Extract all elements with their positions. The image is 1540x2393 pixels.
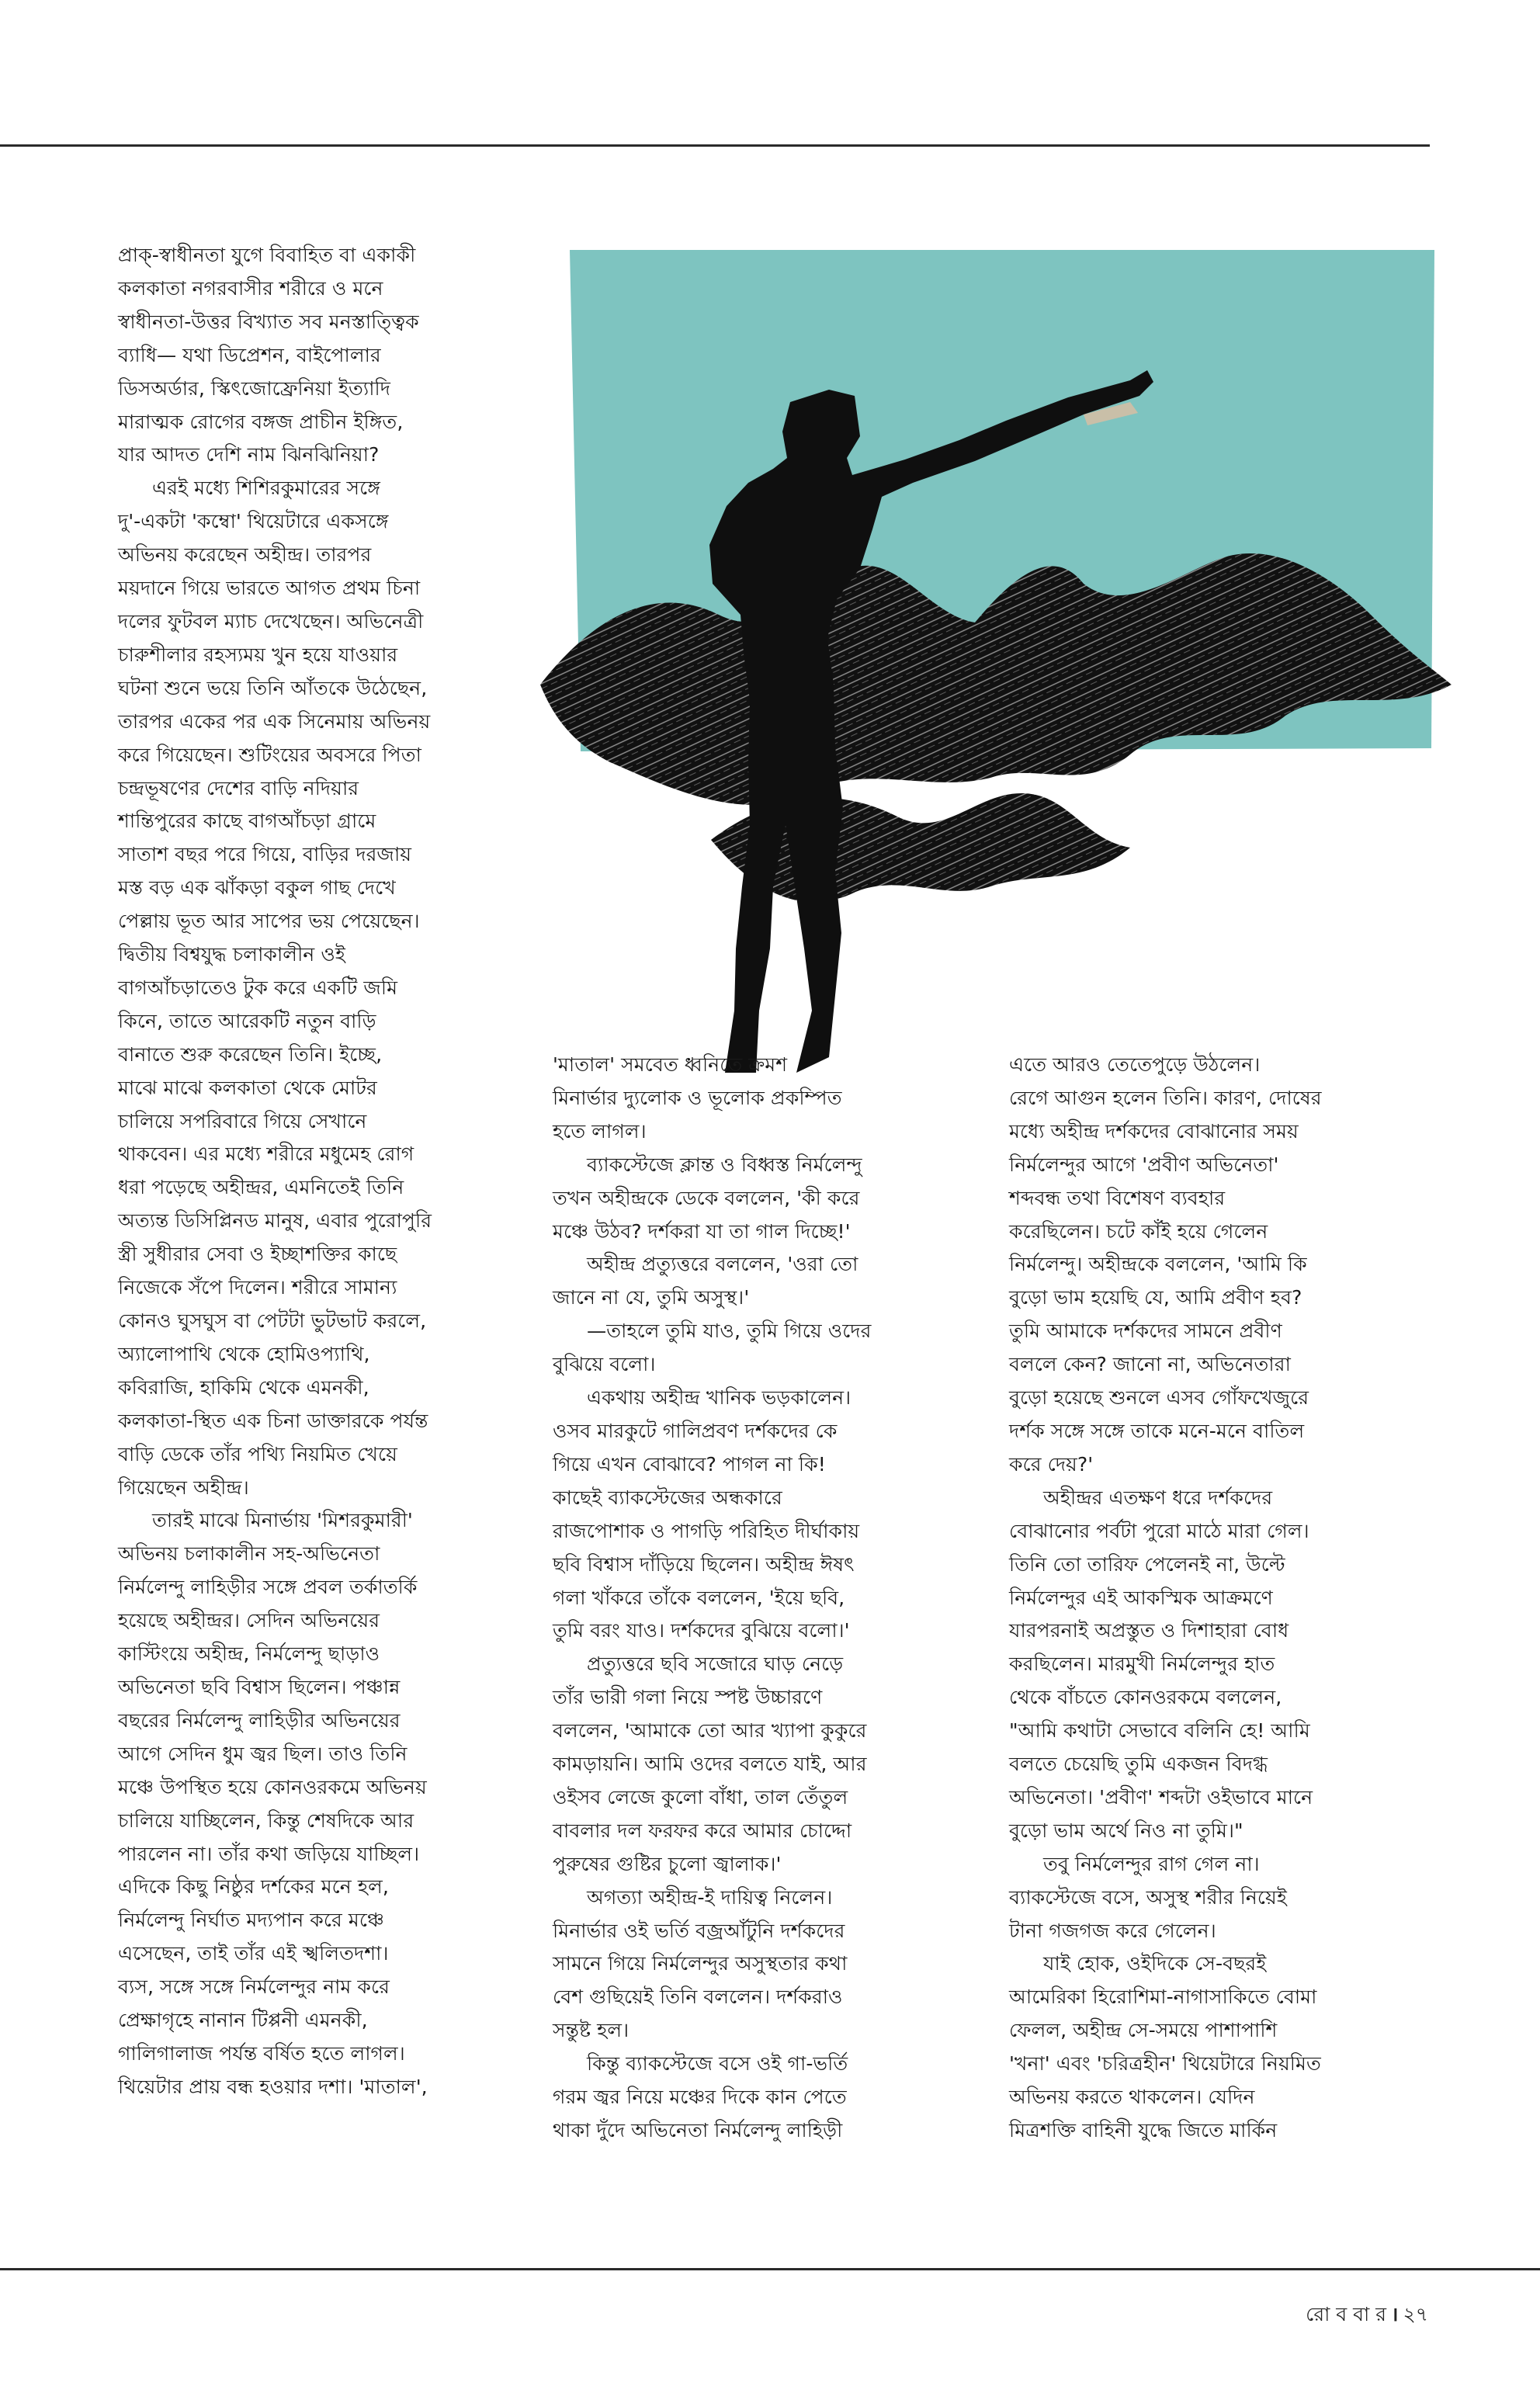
text-line: বললেন, 'আমাকে তো আর খ্যাপা কুকুরে	[553, 1719, 867, 1743]
article-column-3	[1009, 1049, 1459, 2148]
text-line: নির্মলেন্দু লাহিড়ীর সঙ্গে প্রবল তর্কাতর্কি	[118, 1576, 418, 1599]
text-line: হয়েছে অহীন্দ্রর। সেদিন অভিনয়ের	[118, 1609, 380, 1632]
top-rule	[0, 144, 1430, 147]
text-line: করে গিয়েছেন। শুটিংয়ের অবসরে পিতা	[118, 743, 421, 766]
text-line: যাই হোক, ওইদিকে সে-বছরই	[1043, 1952, 1267, 1975]
text-line: বেশ গুছিয়েই তিনি বললেন। দর্শকরাও	[553, 1985, 843, 2009]
text-line: প্রাক্‌-স্বাধীনতা যুগে বিবাহিত বা একাকী	[118, 244, 416, 266]
text-line: মঞ্চে উপস্থিত হয়ে কোনওরকমে অভিনয়	[118, 1775, 427, 1798]
paragraph	[553, 1049, 987, 1149]
text-line: কাছেই ব্যাকস্টেজের অন্ধকারে	[553, 1486, 782, 1509]
text-line: তারপর একের পর এক সিনেমায় অভিনয়	[118, 709, 431, 733]
text-line: অভিনয় করেছেন অহীন্দ্র। তারপর	[118, 543, 372, 567]
article-column-2	[553, 1049, 987, 2148]
text-line: নির্মলেন্দুর আগে 'প্রবীণ অভিনেতা'	[1009, 1153, 1279, 1176]
text-line: একথায় অহীন্দ্র খানিক ভড়কালেন।	[587, 1386, 852, 1410]
page-footer	[1306, 2299, 1428, 2332]
text-line: চারুশীলার রহস্যময় খুন হয়ে যাওয়ার	[118, 643, 398, 666]
text-line: কলকাতা-স্থিত এক চিনা ডাক্তারকে পর্যন্ত	[118, 1409, 428, 1432]
text-line: বুঝিয়ে বলো।	[553, 1353, 656, 1376]
text-line: কলকাতা নগরবাসীর শরীরে ও মনে	[118, 276, 383, 300]
text-line: অভিনেতা ছবি বিশ্বাস ছিলেন। পঞ্চান্ন	[118, 1675, 401, 1698]
text-line: অত্যন্ত ডিসিপ্লিনড মানুষ, এবার পুরোপুরি	[118, 1209, 432, 1233]
text-line: ব্যস, সঙ্গে সঙ্গে নির্মলেন্দুর নাম করে	[118, 1975, 390, 1999]
paragraph	[118, 1504, 576, 2103]
text-line: তিনি তো তারিফ পেলেনই না, উল্টে	[1009, 1552, 1285, 1576]
paragraph	[553, 1149, 987, 1249]
text-line: চালিয়ে যাচ্ছিলেন, কিন্তু শেষদিকে আর	[118, 1809, 414, 1832]
text-line: নির্মলেন্দু নির্ঘাত মদ্যপান করে মঞ্চে	[118, 1909, 385, 1932]
text-line: অহীন্দ্রর এতক্ষণ ধরে দর্শকদের	[1043, 1486, 1273, 1509]
text-line: বাড়ি ডেকে তাঁর পথ্যি নিয়মিত খেয়ে	[118, 1442, 397, 1465]
paragraph	[553, 1648, 987, 1881]
text-line: শান্তিপুরের কাছে বাগআঁচড়া গ্রামে	[118, 810, 376, 833]
text-line: —তাহলে তুমি যাও, তুমি গিয়ে ওদের	[587, 1320, 872, 1343]
text-line: পুরুষের গুষ্টির চুলো জ্বালাক।'	[553, 1852, 782, 1875]
text-line: এসেছেন, তাই তাঁর এই স্খলিতদশা।	[118, 1942, 389, 1965]
collage-illustration	[540, 250, 1452, 1094]
text-line: নির্মলেন্দু। অহীন্দ্রকে বললেন, 'আমি কি	[1009, 1253, 1307, 1276]
text-line: এরই মধ্যে শিশিরকুমারের সঙ্গে	[152, 477, 380, 500]
text-line: দু'-একটা 'কম্বো' থিয়েটারে একসঙ্গে	[118, 510, 389, 533]
text-line: চালিয়ে সপরিবারে গিয়ে সেখানে	[118, 1109, 367, 1132]
text-line: কিনে, তাতে আরেকটি নতুন বাড়ি	[118, 1009, 376, 1032]
text-line: কোনও ঘুসঘুস বা পেটটা ভুটভাট করলে,	[118, 1309, 427, 1332]
text-line: ওইসব লেজে কুলো বাঁধা, তাল তেঁতুল	[553, 1785, 848, 1809]
text-line: গিয়ে এখন বোঝাবে? পাগল না কি!	[553, 1452, 826, 1476]
text-line: হতে লাগল।	[553, 1119, 647, 1143]
text-line: বুড়ো হয়েছে শুনলে এসব গোঁফখেজুরে	[1009, 1386, 1309, 1410]
text-line: তারই মাঝে মিনার্ভায় 'মিশরকুমারী'	[152, 1509, 413, 1532]
text-line: ব্যাধি— যথা ডিপ্রেশন, বাইপোলার	[118, 343, 381, 366]
text-line: অভিনয় চলাকালীন সহ-অভিনেতা	[118, 1542, 380, 1566]
text-line: অভিনয় করতে থাকলেন। যেদিন	[1009, 2086, 1255, 2109]
text-line: মস্ত বড় এক ঝাঁকড়া বকুল গাছ দেখে	[118, 876, 396, 900]
text-line: মিনার্ভার ওই ভর্তি বজ্রআঁটুনি দর্শকদের	[553, 1919, 845, 1942]
text-line: এদিকে কিছু নিষ্ঠুর দর্শকের মনে হল,	[118, 1875, 389, 1899]
text-line: প্রত্যুত্তরে ছবি সজোরে ঘাড় নেড়ে	[587, 1653, 844, 1676]
text-line: বুড়ো ভাম অর্থে নিও না তুমি।"	[1009, 1819, 1243, 1842]
paragraph	[1009, 1482, 1459, 1848]
text-line: 'মাতাল' সমবেত ধ্বনিতে ক্রমশ	[553, 1053, 788, 1076]
text-line: চন্দ্রভূষণের দেশের বাড়ি নদিয়ার	[118, 776, 359, 799]
text-line: মারাত্মক রোগের বঙ্গজ প্রাচীন ইঙ্গিত,	[118, 410, 404, 433]
text-line: ঘটনা শুনে ভয়ে তিনি আঁতকে উঠেছেন,	[118, 676, 428, 699]
paragraph	[553, 1881, 987, 2048]
bottom-rule	[0, 2268, 1540, 2270]
text-line: মাঝে মাঝে কলকাতা থেকে মোটর	[118, 1076, 377, 1099]
page-number: ২৭	[1403, 2303, 1428, 2325]
text-line: সাতাশ বছর পরে গিয়ে, বাড়ির দরজায়	[118, 843, 412, 866]
text-line: ধরা পড়েছে অহীন্দ্রর, এমনিতেই তিনি	[118, 1176, 404, 1199]
text-line: পারলেন না। তাঁর কথা জড়িয়ে যাচ্ছিল।	[118, 1842, 420, 1865]
text-line: রেগে আগুন হলেন তিনি। কারণ, দোষের	[1009, 1086, 1322, 1109]
text-line: অ্যালোপাথি থেকে হোমিওপ্যাথি,	[118, 1342, 370, 1365]
text-line: কবিরাজি, হাকিমি থেকে এমনকী,	[118, 1375, 369, 1399]
magazine-name: রো ব বা র	[1306, 2303, 1386, 2325]
text-line: সন্তুষ্ট হল।	[553, 2019, 630, 2042]
text-line: বোঝানোর পর্বটা পুরো মাঠে মারা গেল।	[1009, 1519, 1309, 1542]
text-line: গালিগালাজ পর্যন্ত বর্ষিত হতে লাগল।	[118, 2041, 405, 2065]
text-line: ছবি বিশ্বাস দাঁড়িয়ে ছিলেন। অহীন্দ্র ঈষৎ	[553, 1552, 855, 1576]
text-line: থেকে বাঁচতে কোনওরকমে বললেন,	[1009, 1686, 1282, 1709]
text-line: জানে না যে, তুমি অসুস্থ।'	[553, 1286, 750, 1309]
text-line: গিয়েছেন অহীন্দ্র।	[118, 1476, 249, 1499]
text-line: ফেলল, অহীন্দ্র সে-সময়ে পাশাপাশি	[1009, 2019, 1278, 2042]
text-line: যারপরনাই অপ্রস্তুত ও দিশাহারা বোধ	[1009, 1619, 1289, 1642]
text-line: মধ্যে অহীন্দ্র দর্শকদের বোঝানোর সময়	[1009, 1119, 1299, 1143]
paragraph	[1009, 1848, 1459, 1948]
paragraph	[118, 472, 576, 1504]
text-line: "আমি কথাটা সেভাবে বলিনি হে! আমি	[1009, 1719, 1310, 1743]
text-line: করেছিলেন। চটে কাঁই হয়ে গেলেন	[1009, 1219, 1268, 1243]
text-line: ওসব মারকুটে গালিপ্রবণ দর্শকদের কে	[553, 1419, 838, 1442]
text-line: পেল্লায় ভূত আর সাপের ভয় পেয়েছেন।	[118, 910, 420, 933]
text-line: ব্যাকস্টেজে ক্লান্ত ও বিধ্বস্ত নির্মলেন্দু	[587, 1153, 862, 1176]
text-line: বছরের নির্মলেন্দু লাহিড়ীর অভিনয়ের	[118, 1708, 401, 1732]
text-line: ডিসঅর্ডার, স্কিৎজোফ্রেনিয়া ইত্যাদি	[118, 376, 390, 400]
text-line: থাকা দুঁদে অভিনেতা নির্মলেন্দু লাহিড়ী	[553, 2119, 843, 2142]
text-line: নিজেকে সঁপে দিলেন। শরীরে সামান্য	[118, 1276, 397, 1299]
text-line: তখন অহীন্দ্রকে ডেকে বললেন, 'কী করে	[553, 1186, 860, 1209]
text-line: মিনার্ভার দ্যুলোক ও ভূলোক প্রকম্পিত	[553, 1086, 842, 1109]
text-line: 'খনা' এবং 'চরিত্রহীন' থিয়েটারে নিয়মিত	[1009, 2052, 1321, 2076]
text-line: কিন্তু ব্যাকস্টেজে বসে ওই গা-ভর্তি	[587, 2052, 848, 2076]
text-line: দর্শক সঙ্গে সঙ্গে তাকে মনে-মনে বাতিল	[1009, 1419, 1305, 1442]
text-line: বানাতে শুরু করেছেন তিনি। ইচ্ছে,	[118, 1042, 383, 1066]
paragraph	[553, 2048, 987, 2148]
text-line: কামড়ায়নি। আমি ওদের বলতে যাই, আর	[553, 1753, 867, 1776]
text-line: যার আদত দেশি নাম ঝিনঝিনিয়া?	[118, 443, 380, 466]
text-line: স্ত্রী সুধীরার সেবা ও ইচ্ছাশক্তির কাছে	[118, 1243, 397, 1266]
text-line: মিত্রশক্তি বাহিনী যুদ্ধে জিতে মার্কিন	[1009, 2119, 1278, 2142]
text-line: বললে কেন? জানো না, অভিনেতারা	[1009, 1353, 1291, 1376]
text-line: দলের ফুটবল ম্যাচ দেখেছেন। অভিনেত্রী	[118, 609, 424, 633]
text-line: তাঁর ভারী গলা নিয়ে স্পষ্ট উচ্চারণে	[553, 1686, 823, 1709]
text-line: থাকবেন। এর মধ্যে শরীরে মধুমেহ রোগ	[118, 1143, 414, 1166]
paragraph	[553, 1315, 987, 1382]
text-line: দ্বিতীয় বিশ্বযুদ্ধ চলাকালীন ওই	[118, 943, 345, 966]
text-line: প্রেক্ষাগৃহে নানান টিপ্পনী এমনকী,	[118, 2009, 368, 2032]
paragraph	[118, 239, 576, 472]
text-line: স্বাধীনতা-উত্তর বিখ্যাত সব মনস্তাত্ত্বিক	[118, 310, 419, 333]
text-line: তুমি আমাকে দর্শকদের সামনে প্রবীণ	[1009, 1320, 1282, 1343]
text-line: থিয়েটার প্রায় বন্ধ হওয়ার দশা। 'মাতাল',	[118, 2075, 428, 2098]
text-line: আমেরিকা হিরোশিমা-নাগাসাকিতে বোমা	[1009, 1985, 1317, 2009]
text-line: করে দেয়?'	[1009, 1452, 1094, 1476]
text-line: সামনে গিয়ে নির্মলেন্দুর অসুস্থতার কথা	[553, 1952, 848, 1975]
paragraph	[553, 1382, 987, 1648]
text-line: টানা গজগজ করে গেলেন।	[1009, 1919, 1216, 1942]
text-line: তবু নির্মলেন্দুর রাগ গেল না।	[1043, 1852, 1260, 1875]
text-line: আগে সেদিন ধুম জ্বর ছিল। তাও তিনি	[118, 1742, 408, 1765]
text-line: কাস্টিংয়ে অহীন্দ্র, নির্মলেন্দু ছাড়াও	[118, 1642, 380, 1666]
text-line: মঞ্চে উঠব? দর্শকরা যা তা গাল দিচ্ছে!'	[553, 1219, 851, 1243]
text-line: গলা খাঁকরে তাঁকে বললেন, 'ইয়ে ছবি,	[553, 1586, 845, 1609]
text-line: অগত্যা অহীন্দ্র-ই দায়িত্ব নিলেন।	[587, 1885, 833, 1909]
footer-separator: ।	[1391, 2303, 1399, 2325]
text-line: ব্যাকস্টেজে বসে, অসুস্থ শরীর নিয়েই	[1009, 1885, 1287, 1909]
paragraph	[553, 1248, 987, 1315]
article-column-1	[118, 239, 576, 2104]
text-line: বলতে চেয়েছি তুমি একজন বিদগ্ধ	[1009, 1753, 1268, 1776]
text-line: করছিলেন। মারমুখী নির্মলেন্দুর হাত	[1009, 1653, 1275, 1676]
text-line: এতে আরও তেতেপুড়ে উঠলেন।	[1009, 1053, 1261, 1076]
text-line: অহীন্দ্র প্রত্যুত্তরে বললেন, 'ওরা তো	[587, 1253, 858, 1276]
text-line: অভিনেতা। 'প্রবীণ' শব্দটা ওইভাবে মানে	[1009, 1785, 1313, 1809]
text-line: বাগআঁচড়াতেও টুক করে একটি জমি	[118, 976, 398, 999]
paragraph	[1009, 1049, 1459, 1482]
text-line: শব্দবন্ধ তথা বিশেষণ ব্যবহার	[1009, 1186, 1226, 1209]
text-line: রাজপোশাক ও পাগড়ি পরিহিত দীর্ঘাকায়	[553, 1519, 860, 1542]
text-line: বাবলার দল ফরফর করে আমার চোদ্দো	[553, 1819, 852, 1842]
text-line: বুড়ো ভাম হয়েছি যে, আমি প্রবীণ হব?	[1009, 1286, 1302, 1309]
text-line: তুমি বরং যাও। দর্শকদের বুঝিয়ে বলো।'	[553, 1619, 850, 1642]
paragraph	[1009, 1947, 1459, 2147]
text-line: ময়দানে গিয়ে ভারতে আগত প্রথম চিনা	[118, 577, 421, 600]
text-line: নির্মলেন্দুর এই আকস্মিক আক্রমণে	[1009, 1586, 1273, 1609]
text-line: গরম জ্বর নিয়ে মঞ্চের দিকে কান পেতে	[553, 2086, 847, 2109]
